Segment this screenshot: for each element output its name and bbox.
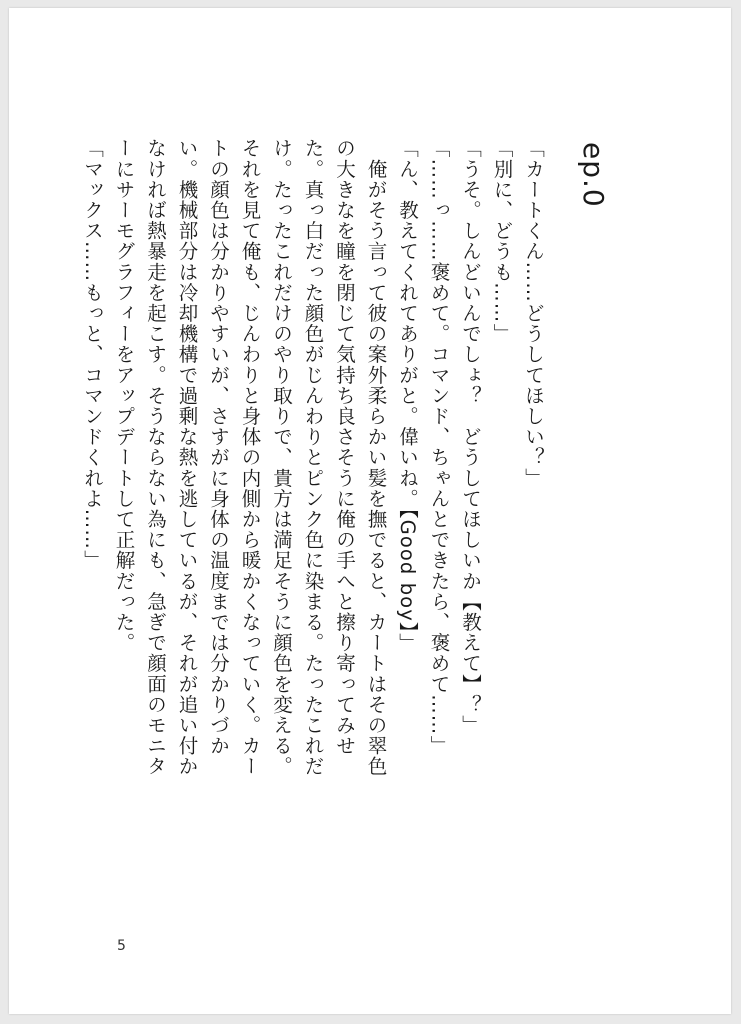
chapter-title: ep.0 (577, 142, 610, 208)
dialogue-line: 「マックス……もっと、コマンドくれよ……」 (81, 138, 104, 571)
dialogue-line: 「ん、教えてくれてありがと。偉いね。【Good boy】」 (396, 138, 419, 654)
dialogue-line: 「うそ。しんどいんでしょ？ どうしてほしいか【教えて】？」 (459, 138, 482, 736)
narrative-paragraph: 俺がそう言って彼の案外柔らかい髪を撫でると、カートはその翠色の大きなを瞳を閉じて気持ち良さそうに俺の手へと擦り寄ってみせた。真っ白だった顔色がじんわりとピンク色に染まる。たったこれだけ。たったこれだけのやり取りで、貴方は満足そうに顔色を変える。それを見て俺も、じんわりと身体の内側から暖かくなっていく。カートの顔色は分かりやすいが、さすがに身体の温度までは分かりづかい。機械部分は冷却機構で過剰な熱を逃しているが、それが追い付かなければ熱暴走を起こす。そうならない為にも、急ぎで顔面のモニターにサーモグラフィーをアップデートして正解だった。 (112, 138, 388, 777)
book-page (9, 8, 731, 1014)
dialogue-line: 「カートくん……どうしてほしい？」 (522, 138, 545, 489)
vertical-body-text (81, 138, 549, 783)
page-number: 5 (117, 938, 126, 954)
dialogue-line: 「……っ……褒めて。コマンド、ちゃんとできたら、褒めて……」 (427, 138, 451, 756)
dialogue-line: 「別に、どうも……」 (490, 138, 514, 344)
